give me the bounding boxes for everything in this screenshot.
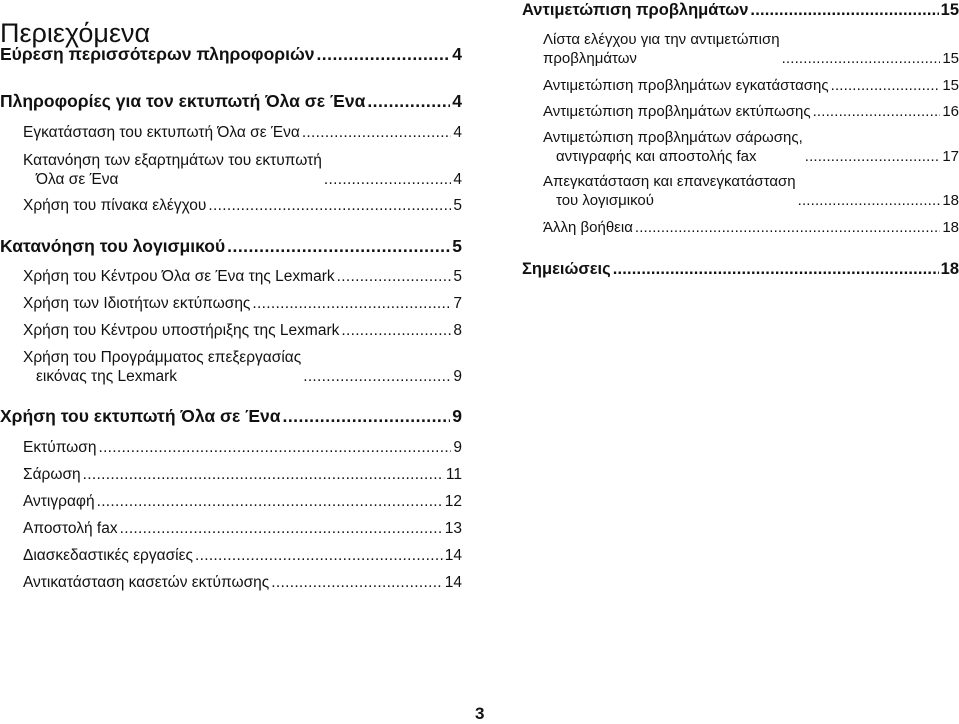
- toc-page-number: 9: [453, 368, 462, 385]
- toc-entry-text: Χρήση του Προγράμματος επεξεργασίας: [23, 349, 302, 366]
- toc-page-number: 16: [942, 103, 959, 120]
- toc-entry-text: Χρήση των Ιδιοτήτων εκτύπωσης: [23, 295, 251, 312]
- toc-entry-text-cont: αντιγραφής και αποστολής fax: [556, 148, 757, 165]
- toc-entry-r7[interactable]: [522, 259, 959, 280]
- toc-page-number: 5: [453, 268, 462, 285]
- dot-leader: [195, 546, 443, 565]
- toc-entry-text: Άλλη βοήθεια: [543, 219, 633, 236]
- toc-entry-l0[interactable]: [0, 44, 462, 65]
- dot-leader: [97, 492, 443, 511]
- dot-leader: [252, 294, 451, 313]
- toc-page-number: 11: [445, 466, 462, 483]
- dot-leader: [782, 49, 941, 68]
- toc-page-number: 18: [940, 260, 959, 278]
- toc-entry-l3[interactable]: [23, 151, 462, 189]
- toc-entry-l6[interactable]: [23, 267, 462, 286]
- dot-leader: [98, 438, 451, 457]
- toc-entry-text: Αποστολή fax: [23, 520, 118, 537]
- toc-entry-l4[interactable]: [23, 196, 462, 215]
- toc-entry-text: Εκτύπωση: [23, 439, 97, 456]
- toc-page-number: 9: [453, 439, 462, 456]
- toc-entry-l9[interactable]: [23, 348, 462, 386]
- toc-entry-text: Απεγκατάσταση και επανεγκατάσταση: [543, 173, 796, 190]
- dot-leader: [813, 102, 941, 121]
- dot-leader: [283, 406, 451, 427]
- toc-entry-text: Εύρεση περισσότερων πληροφοριών: [0, 44, 315, 64]
- toc-entry-text: Κατανόηση του λογισμικού: [0, 236, 226, 256]
- toc-entry-r0[interactable]: [522, 0, 959, 21]
- toc-entry-l11[interactable]: [23, 438, 462, 457]
- toc-entry-text: Πληροφορίες για τον εκτυπωτή Όλα σε Ένα: [0, 91, 366, 111]
- toc-entry-text: Χρήση του εκτυπωτή Όλα σε Ένα: [0, 406, 281, 426]
- toc-page-number: 7: [453, 295, 462, 312]
- toc-entry-text: Λίστα ελέγχου για την αντιμετώπιση: [543, 31, 780, 48]
- toc-entry-text: Αντιμετώπιση προβλημάτων σάρωσης,: [543, 129, 803, 146]
- toc-entry-r6[interactable]: [543, 218, 959, 237]
- toc-entry-text-cont: του λογισμικού: [556, 192, 654, 209]
- toc-entry-text: Χρήση του Κέντρου υποστήριξης της Lexmark: [23, 322, 340, 339]
- dot-leader: [303, 367, 451, 386]
- dot-leader: [337, 267, 452, 286]
- toc-entry-r3[interactable]: [543, 102, 959, 121]
- toc-entry-l8[interactable]: [23, 321, 462, 340]
- dot-leader: [805, 147, 941, 166]
- toc-entry-l15[interactable]: [23, 546, 462, 565]
- toc-page-number: 14: [444, 574, 462, 591]
- dot-leader: [316, 44, 450, 65]
- toc-entry-l5[interactable]: [0, 236, 462, 257]
- toc-entry-r5[interactable]: [543, 172, 959, 210]
- toc-page-number: 12: [444, 493, 462, 510]
- toc-page-number: 4: [452, 91, 462, 111]
- toc-entry-text: Αντικατάσταση κασετών εκτύπωσης: [23, 574, 270, 591]
- toc-entry-text-cont: εικόνας της Lexmark: [36, 368, 177, 385]
- toc-entry-text: Χρήση του Κέντρου Όλα σε Ένα της Lexmark: [23, 268, 335, 285]
- dot-leader: [324, 170, 452, 189]
- toc-entry-l14[interactable]: [23, 519, 462, 538]
- toc-page-number: 13: [444, 520, 462, 537]
- toc-entry-text: Αντιμετώπιση προβλημάτων εγκατάστασης: [543, 77, 829, 94]
- toc-page-number: 9: [452, 406, 462, 426]
- dot-leader: [120, 519, 443, 538]
- toc-entry-r1[interactable]: [543, 30, 959, 68]
- dot-leader: [208, 196, 451, 215]
- dot-leader: [798, 191, 941, 210]
- page-number: 3: [475, 704, 485, 723]
- toc-entry-l7[interactable]: [23, 294, 462, 313]
- toc-entry-text: Σάρωση: [23, 466, 81, 483]
- toc-page-number: 4: [453, 171, 462, 188]
- toc-page-number: 18: [942, 192, 959, 209]
- toc-page-number: 15: [942, 50, 959, 67]
- dot-leader: [227, 236, 450, 257]
- dot-leader: [635, 218, 940, 237]
- toc-entry-l1[interactable]: [0, 91, 462, 112]
- toc-entry-l13[interactable]: [23, 492, 462, 511]
- toc-entry-text-cont: προβλημάτων: [543, 50, 637, 67]
- dot-leader: [341, 321, 451, 340]
- toc-entry-r2[interactable]: [543, 76, 959, 95]
- toc-page-number: 18: [942, 219, 959, 236]
- toc-entry-l2[interactable]: [23, 123, 462, 142]
- dot-leader: [831, 76, 941, 95]
- dot-leader: [83, 465, 444, 484]
- toc-entry-text: Κατανόηση των εξαρτημάτων του εκτυπωτή: [23, 152, 322, 169]
- toc-page-number: 15: [940, 1, 959, 19]
- toc-page-number: 5: [453, 197, 462, 214]
- toc-entry-text: Διασκεδαστικές εργασίες: [23, 547, 193, 564]
- toc-entry-text: Αντιμετώπιση προβλημάτων: [522, 1, 749, 19]
- page-title: Περιεχόμενα: [0, 18, 151, 49]
- toc-page-number: 14: [444, 547, 462, 564]
- toc-page-number: 4: [452, 44, 462, 64]
- dot-leader: [271, 573, 443, 592]
- toc-page-number: 15: [942, 77, 959, 94]
- dot-leader: [750, 0, 938, 21]
- toc-entry-text-cont: Όλα σε Ένα: [36, 171, 119, 188]
- toc-page-number: 8: [453, 322, 462, 339]
- dot-leader: [302, 123, 452, 142]
- toc-entry-l12[interactable]: [23, 465, 462, 484]
- toc-entry-text: Αντιμετώπιση προβλημάτων εκτύπωσης: [543, 103, 811, 120]
- toc-entry-text: Σημειώσεις: [522, 260, 611, 278]
- toc-entry-text: Χρήση του πίνακα ελέγχου: [23, 197, 207, 214]
- toc-page-number: 4: [453, 124, 462, 141]
- toc-entry-l16[interactable]: [23, 573, 462, 592]
- toc-entry-text: Εγκατάσταση του εκτυπωτή Όλα σε Ένα: [23, 124, 300, 141]
- toc-entry-text: Αντιγραφή: [23, 493, 95, 510]
- dot-leader: [367, 91, 450, 112]
- dot-leader: [613, 259, 939, 280]
- toc-entry-l10[interactable]: [0, 406, 462, 427]
- toc-page-number: 5: [452, 236, 462, 256]
- toc-page-number: 17: [942, 148, 959, 165]
- toc-entry-r4[interactable]: [543, 128, 959, 166]
